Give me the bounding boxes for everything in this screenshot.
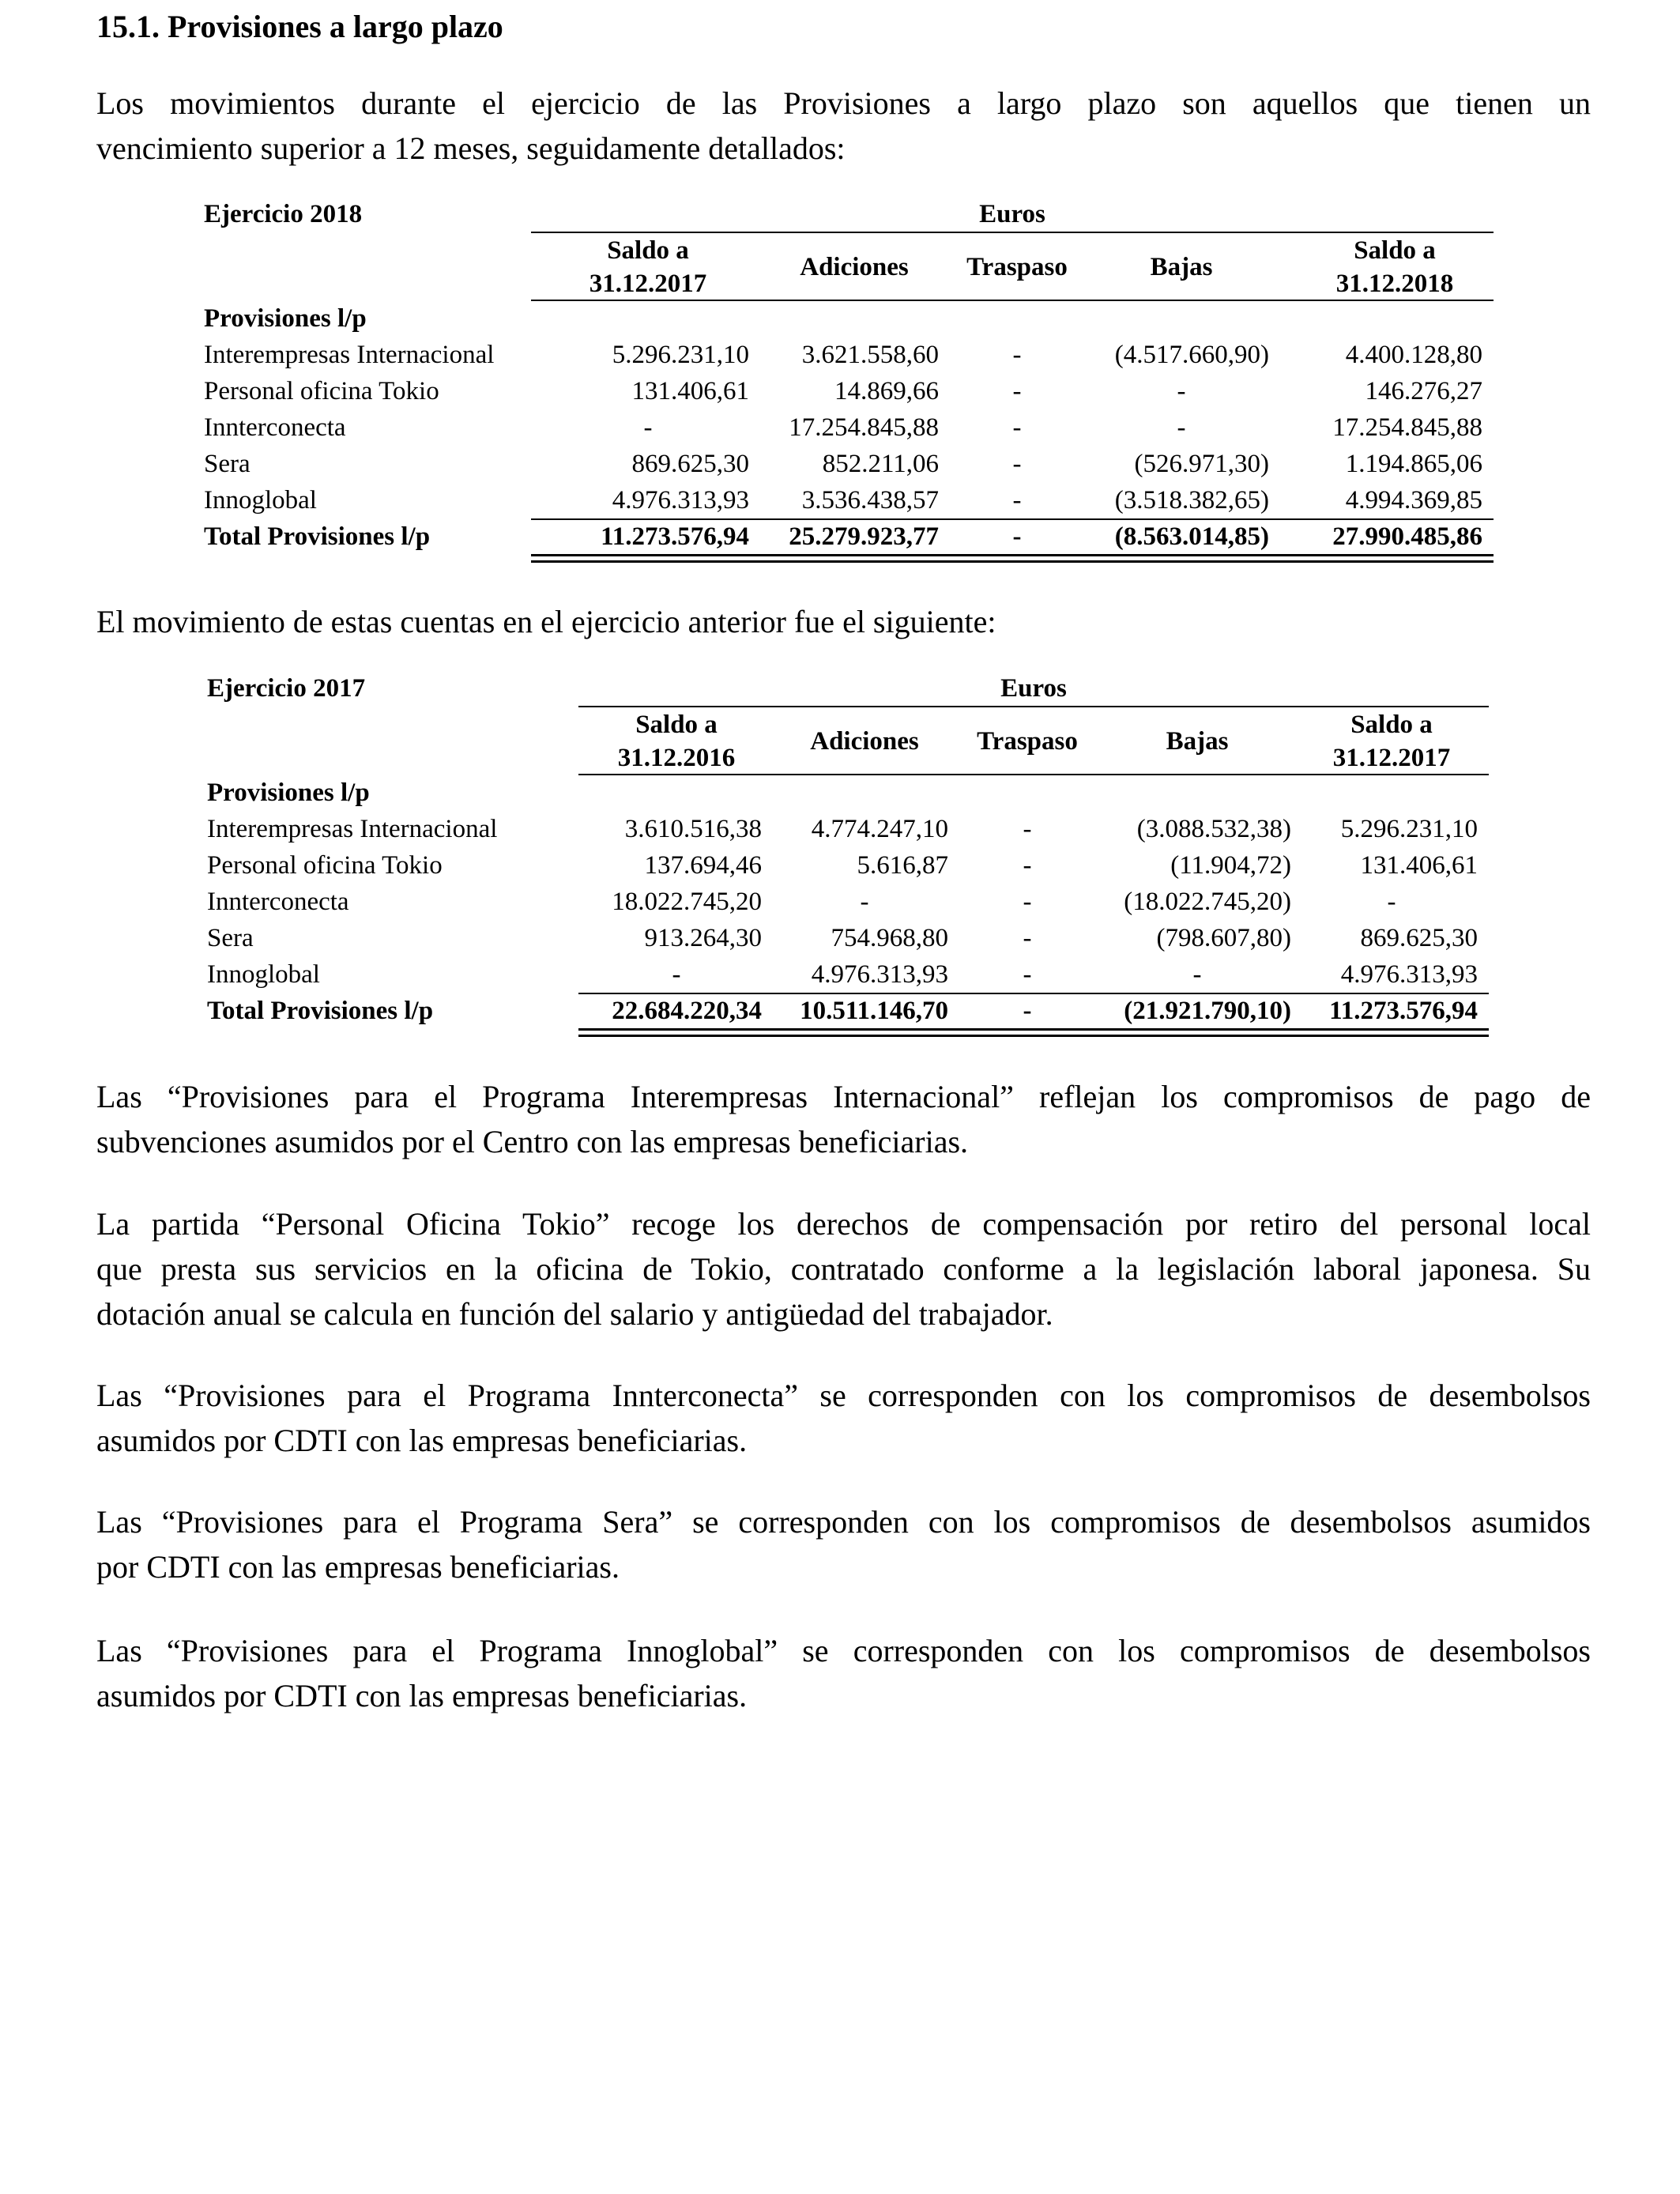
total-double-rule <box>578 1028 1489 1037</box>
paragraph-line: subvenciones asumidos por el Centro con las empresas beneficiarias. <box>96 1124 969 1159</box>
table-cell: 3.621.558,60 <box>801 341 939 369</box>
col-header-bajas: Bajas <box>1150 253 1213 281</box>
table-cell: 131.406,61 <box>631 377 749 405</box>
table-cell: (18.022.745,20) <box>1124 888 1291 916</box>
col-header-adiciones: Adiciones <box>800 253 909 281</box>
currency-header: Euros <box>979 200 1045 228</box>
table-cell: (11.904,72) <box>1170 851 1291 880</box>
col-header-traspaso: Traspaso <box>966 253 1068 281</box>
table-cell: 17.254.845,88 <box>1332 413 1482 442</box>
table-cell: (3.088.532,38) <box>1136 815 1291 843</box>
row-label: Personal oficina Tokio <box>207 851 443 880</box>
row-label: Interempresas Internacional <box>204 341 495 369</box>
row-label: Personal oficina Tokio <box>204 377 439 405</box>
paragraph-personal-tokio <box>96 1201 1591 1336</box>
col-header-bajas: Bajas <box>1166 727 1229 756</box>
table-cell: 4.774.247,10 <box>811 815 948 843</box>
total-cell: - <box>1023 997 1032 1025</box>
paragraph-innterconecta <box>96 1373 1591 1463</box>
paragraph-line: que presta sus servicios en la oficina de Tokio, contratado conforme a la legislación laboral japonesa. Su <box>96 1251 1591 1287</box>
paragraph-line: dotación anual se calcula en función del salario y antigüedad del trabajador. <box>96 1296 1053 1332</box>
paragraph-line: Las “Provisiones para el Programa Sera” se corresponden con los compromisos de desembolsos asumidos <box>96 1504 1591 1540</box>
total-cell: - <box>1012 522 1022 551</box>
col-header-saldo-final-date: 31.12.2018 <box>1335 270 1454 298</box>
table-cell: (3.518.382,65) <box>1114 486 1269 515</box>
col-header-traspaso: Traspaso <box>977 727 1078 756</box>
total-label: Total Provisiones l/p <box>207 997 434 1025</box>
table-cell: - <box>1023 924 1032 952</box>
col-header-saldo-inicial-date: 31.12.2016 <box>617 744 736 772</box>
table-cell: - <box>1012 486 1022 515</box>
table-cell: 869.625,30 <box>1360 924 1478 952</box>
paragraph-sera <box>96 1499 1591 1589</box>
table-cell: 17.254.845,88 <box>789 413 939 442</box>
table-cell: - <box>860 888 869 916</box>
subheader-rule <box>578 774 1489 775</box>
currency-header: Euros <box>1000 674 1067 703</box>
table-cell: 4.976.313,93 <box>1340 960 1478 989</box>
table-cell: (4.517.660,90) <box>1114 341 1269 369</box>
table-cell: 852.211,06 <box>822 450 939 478</box>
paragraph-line: asumidos por CDTI con las empresas beneficiarias. <box>96 1678 748 1713</box>
table-cell: - <box>1012 450 1022 478</box>
col-header-saldo-final: Saldo a <box>1354 236 1436 265</box>
paragraph-line: asumidos por CDTI con las empresas beneficiarias. <box>96 1423 748 1458</box>
between-paragraph <box>96 599 1591 644</box>
total-cell: (21.921.790,10) <box>1124 997 1291 1025</box>
table-cell: - <box>1023 815 1032 843</box>
table-cell: 5.616,87 <box>857 851 948 880</box>
table-cell: 3.610.516,38 <box>624 815 762 843</box>
intro-line: Los movimientos durante el ejercicio de las Provisiones a largo plazo son aquellos que tienen un <box>96 85 1591 121</box>
total-cell: 27.990.485,86 <box>1332 522 1482 551</box>
total-cell: 11.273.576,94 <box>1329 997 1478 1025</box>
paragraph-line: Las “Provisiones para el Programa Interempresas Internacional” reflejan los compromisos de pago de <box>96 1079 1591 1114</box>
row-label: Innoglobal <box>204 486 317 515</box>
table-cell: - <box>1387 888 1396 916</box>
table-cell: 1.194.865,06 <box>1345 450 1482 478</box>
row-label: Innoglobal <box>207 960 320 989</box>
table-cell: 5.296.231,10 <box>612 341 749 369</box>
col-header-saldo-inicial-date: 31.12.2017 <box>589 270 707 298</box>
between-line: El movimiento de estas cuentas en el ejercicio anterior fue el siguiente: <box>96 604 996 639</box>
total-cell: 25.279.923,77 <box>789 522 939 551</box>
paragraph-interempresas <box>96 1074 1591 1164</box>
total-cell: (8.563.014,85) <box>1114 522 1269 551</box>
table-cell: - <box>1012 341 1022 369</box>
total-label: Total Provisiones l/p <box>204 522 431 551</box>
table-cell: 18.022.745,20 <box>612 888 762 916</box>
paragraph-line: Las “Provisiones para el Programa Innoglobal” se corresponden con los compromisos de desembolsos <box>96 1633 1591 1668</box>
table-title: Ejercicio 2018 <box>204 200 363 228</box>
col-header-saldo-inicial: Saldo a <box>607 236 689 265</box>
table-cell: 4.994.369,85 <box>1345 486 1482 515</box>
table-cell: 4.400.128,80 <box>1345 341 1482 369</box>
table-cell: - <box>1012 413 1022 442</box>
row-label: Innterconecta <box>207 888 349 916</box>
col-header-saldo-inicial: Saldo a <box>635 711 718 739</box>
row-label: Sera <box>204 450 250 478</box>
total-cell: 11.273.576,94 <box>601 522 749 551</box>
table-cell: (526.971,30) <box>1134 450 1269 478</box>
section-label: Provisiones l/p <box>207 778 370 807</box>
table-cell: - <box>672 960 681 989</box>
table-cell: 146.276,27 <box>1365 377 1482 405</box>
intro-line: vencimiento superior a 12 meses, seguidamente detallados: <box>96 130 846 166</box>
table-cell: 131.406,61 <box>1360 851 1478 880</box>
table-cell: 754.968,80 <box>831 924 948 952</box>
table-cell: - <box>1177 413 1186 442</box>
table-cell: 5.296.231,10 <box>1340 815 1478 843</box>
intro-paragraph <box>96 81 1591 171</box>
table-cell: 137.694,46 <box>644 851 762 880</box>
table-cell: - <box>1023 888 1032 916</box>
table-cell: - <box>1177 377 1186 405</box>
table-cell: 14.869,66 <box>834 377 939 405</box>
table-title: Ejercicio 2017 <box>207 674 366 703</box>
table-cell: (798.607,80) <box>1156 924 1291 952</box>
paragraph-innoglobal <box>96 1628 1591 1718</box>
row-label: Interempresas Internacional <box>207 815 498 843</box>
section-label: Provisiones l/p <box>204 304 367 333</box>
paragraph-line: Las “Provisiones para el Programa Innterconecta” se corresponden con los compromisos de desembolsos <box>96 1378 1591 1413</box>
col-header-saldo-final-date: 31.12.2017 <box>1332 744 1451 772</box>
table-cell: 913.264,30 <box>644 924 762 952</box>
row-label: Innterconecta <box>204 413 346 442</box>
total-double-rule <box>531 554 1494 563</box>
table-cell: - <box>1012 377 1022 405</box>
total-cell: 22.684.220,34 <box>612 997 762 1025</box>
table-cell: 3.536.438,57 <box>801 486 939 515</box>
subheader-rule <box>531 300 1494 301</box>
table-cell: 869.625,30 <box>631 450 749 478</box>
table-cell: 4.976.313,93 <box>612 486 749 515</box>
row-label: Sera <box>207 924 254 952</box>
col-header-saldo-final: Saldo a <box>1350 711 1433 739</box>
section-heading: 15.1. Provisiones a largo plazo <box>96 9 503 44</box>
table-cell: 4.976.313,93 <box>811 960 948 989</box>
table-cell: - <box>643 413 653 442</box>
col-header-adiciones: Adiciones <box>810 727 919 756</box>
paragraph-line: por CDTI con las empresas beneficiarias. <box>96 1549 620 1585</box>
paragraph-line: La partida “Personal Oficina Tokio” recoge los derechos de compensación por retiro del personal local <box>96 1206 1591 1242</box>
total-cell: 10.511.146,70 <box>800 997 948 1025</box>
table-cell: - <box>1023 960 1032 989</box>
table-cell: - <box>1023 851 1032 880</box>
table-cell: - <box>1192 960 1202 989</box>
